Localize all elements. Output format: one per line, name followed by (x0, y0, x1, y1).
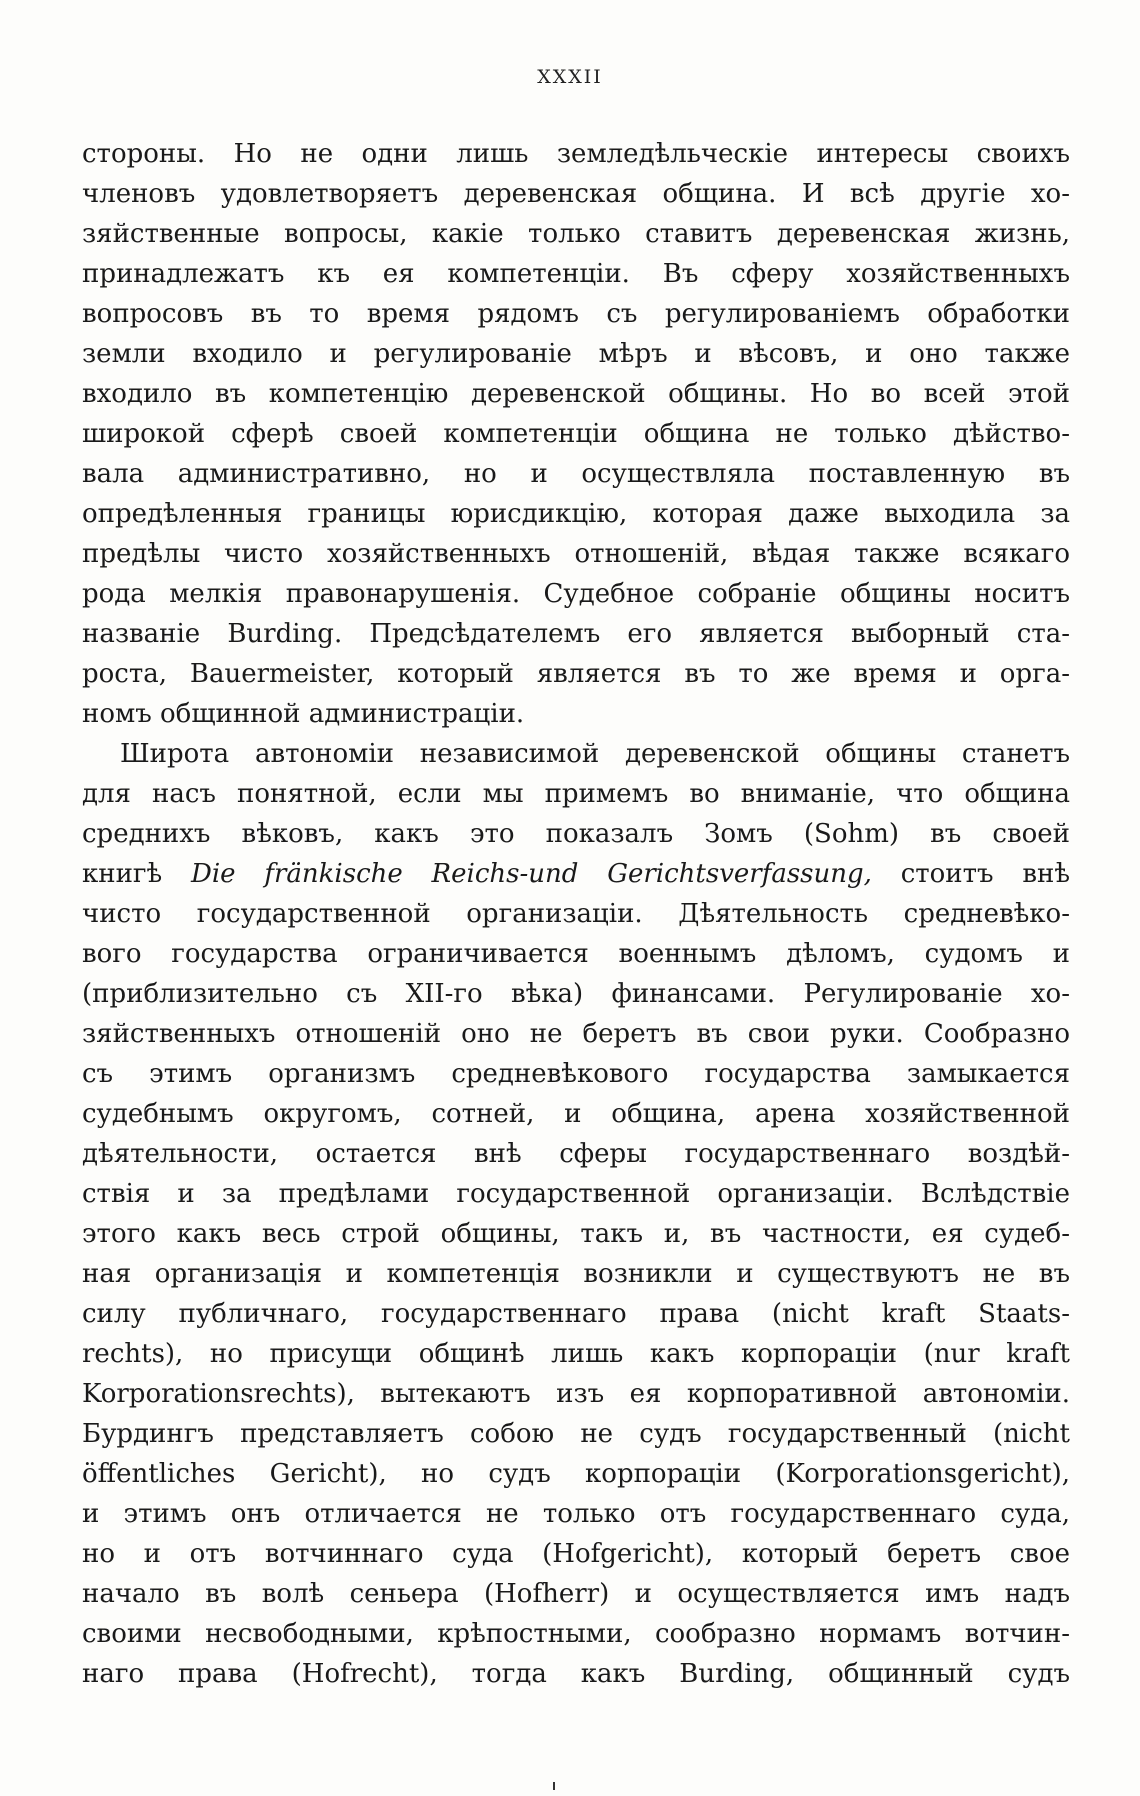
text-line: начало въ волѣ сеньера (Hofherr) и осуществляется имъ надъ (82, 1579, 1070, 1609)
text-line: опредѣленныя границы юрисдикцію, которая даже выходила за (82, 499, 1070, 529)
text-line: вого государства ограничивается военнымъ дѣломъ, судомъ и (82, 939, 1070, 969)
text-line-with-title (82, 854, 1070, 894)
text-line: роста, Bauermeister, который является въ то же время и орга- (82, 659, 1070, 689)
text-line: дѣятельности, остается внѣ сферы государственнаго воздѣй- (82, 1139, 1070, 1169)
text-line: наго права (Hofrecht), тогда какъ Burding, общинный судъ (82, 1659, 1070, 1689)
text-line: öffentliches Gericht), но судъ корпораціи (Korporationsgericht), (82, 1459, 1070, 1489)
text-line: своими несвободными, крѣпостными, сообразно нормамъ вотчин- (82, 1619, 1070, 1649)
book-title: Die fränkische Reichs-und Gerichtsverfassung, (191, 859, 872, 889)
text-line: названіе Burding. Предсѣдателемъ его является выборный ста- (82, 619, 1070, 649)
text-line: ствія и за предѣлами государственной организаціи. Вслѣдствіе (82, 1179, 1070, 1209)
text-line: rechts), но присущи общинѣ лишь какъ корпораціи (nur kraft (82, 1339, 1070, 1369)
text-line: Korporationsrechts), вытекаютъ изъ ея корпоративной автономіи. (82, 1379, 1070, 1409)
text-line: принадлежатъ къ ея компетенціи. Въ сферу хозяйственныхъ (82, 259, 1070, 289)
text-line: стороны. Но не одни лишь земледѣльческіе интересы своихъ (82, 139, 1070, 169)
paragraph-1 (82, 134, 1070, 734)
text-line: зяйственные вопросы, какіе только ставитъ деревенская жизнь, (82, 219, 1070, 249)
text-line: для насъ понятной, если мы примемъ во вниманіе, что община (82, 779, 1070, 809)
text-line: номъ общинной администраціи. (82, 699, 525, 729)
text-line: чисто государственной организаціи. Дѣятельность средневѣко- (82, 899, 1070, 929)
text-line: земли входило и регулированіе мѣръ и вѣсовъ, и оно также (82, 339, 1070, 369)
text-line: и этимъ онъ отличается не только отъ государственнаго суда, (82, 1499, 1070, 1529)
body-text (82, 134, 1070, 1694)
text-line: ная организація и компетенція возникли и существуютъ не въ (82, 1259, 1070, 1289)
page-number: XXXII (537, 66, 603, 88)
text-line: зяйственныхъ отношеній оно не беретъ въ свои руки. Сообразно (82, 1019, 1070, 1049)
text-line: вопросовъ въ то время рядомъ съ регулированіемъ обработки (82, 299, 1070, 329)
text-fragment: книгѣ (82, 859, 192, 889)
text-line: широкой сферѣ своей компетенціи община не только дѣйство- (82, 419, 1070, 449)
paragraph-2 (82, 734, 1070, 1694)
text-line: силу публичнаго, государственнаго права (nicht kraft Staats- (82, 1299, 1070, 1329)
text-line: среднихъ вѣковъ, какъ это показалъ Зомъ (Sohm) въ своей (82, 819, 1070, 849)
text-line: Широта автономіи независимой деревенской общины станетъ (120, 739, 1070, 769)
text-line: судебнымъ округомъ, сотней, и община, арена хозяйственной (82, 1099, 1070, 1129)
text-line: Бурдингъ представляетъ собою не судъ государственный (nicht (82, 1419, 1070, 1449)
text-line: вала административно, но и осуществляла поставленную въ (82, 459, 1070, 489)
text-line: предѣлы чисто хозяйственныхъ отношеній, вѣдая также всякаго (82, 539, 1070, 569)
text-line: входило въ компетенцію деревенской общины. Но во всей этой (82, 379, 1070, 409)
text-line: членовъ удовлетворяетъ деревенская община. И всѣ другіе хо- (82, 179, 1070, 209)
text-line: но и отъ вотчиннаго суда (Hofgericht), который беретъ свое (82, 1539, 1070, 1569)
print-mark (553, 1782, 555, 1790)
text-line: (приблизительно съ XII-го вѣка) финансами. Регулированіе хо- (82, 979, 1070, 1009)
text-fragment: стоитъ внѣ (871, 859, 1070, 889)
text-line: рода мелкія правонарушенія. Судебное собраніе общины носитъ (82, 579, 1070, 609)
text-line: съ этимъ организмъ средневѣкового государства замыкается (82, 1059, 1070, 1089)
text-line: этого какъ весь строй общины, такъ и, въ частности, ея судеб- (82, 1219, 1070, 1249)
